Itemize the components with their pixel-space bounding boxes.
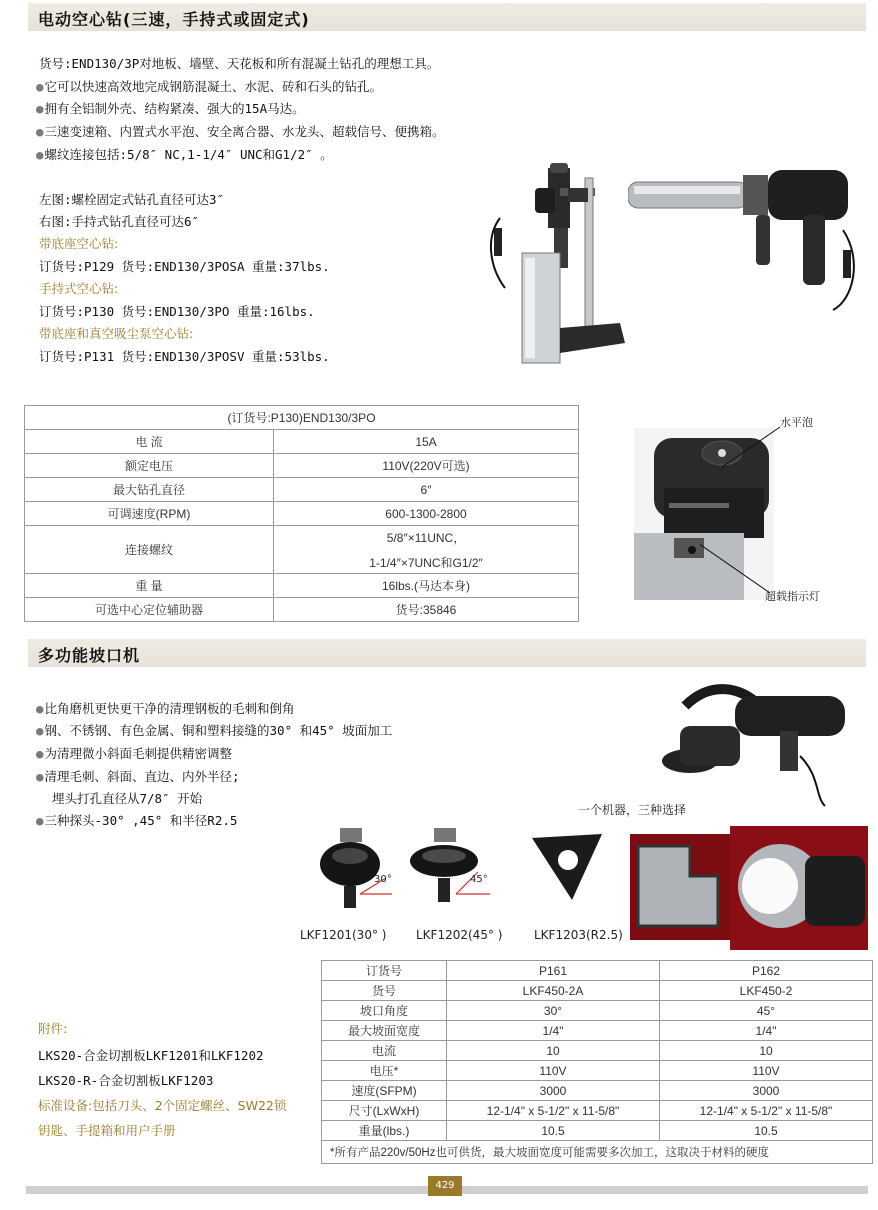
accessory-item: LKS20-合金切割板LKF1201和LKF1202 bbox=[38, 1048, 264, 1063]
feature-bullet: ● 钢、不锈钢、有色金属、铜和塑料接缝的30° 和45° 坡面加工 bbox=[36, 721, 392, 739]
table-row bbox=[322, 1001, 873, 1021]
spec-key: 可选中心定位辅助器 bbox=[25, 598, 274, 622]
head-angle-30: 30° bbox=[374, 874, 392, 885]
model-detail: 订货号:P129 货号:END130/3POSA 重量:37lbs. bbox=[39, 259, 330, 274]
spec-value bbox=[274, 526, 579, 574]
spec-value: 110V(220V可选) bbox=[274, 454, 579, 478]
spec-key: 重 量 bbox=[25, 574, 274, 598]
application-photos bbox=[630, 826, 868, 950]
spec-key: 速度(SFPM) bbox=[322, 1081, 447, 1101]
core-drill-spec-table bbox=[24, 405, 579, 622]
spec-value: 10 bbox=[447, 1041, 660, 1061]
model-detail: 订货号:P130 货号:END130/3PO 重量:16lbs. bbox=[39, 304, 315, 319]
spec-key: 重量(lbs.) bbox=[322, 1121, 447, 1141]
head-label: LKF1203(R2.5) bbox=[534, 928, 623, 942]
spec-value: 600-1300-2800 bbox=[274, 502, 579, 526]
bubble-level-label: 水平泡 bbox=[780, 416, 813, 429]
feature-bullet: ● 三速变速箱、内置式水平泡、安全离合器、水龙头、超载信号、便携箱。 bbox=[36, 122, 445, 140]
section-title: 电动空心钻(三速，手持式或固定式) bbox=[38, 10, 310, 29]
table-row bbox=[322, 1121, 873, 1141]
feature-bullet: ● 螺纹连接包括:5/8″ NC,1-1/4″ UNC和G1/2″ 。 bbox=[36, 145, 333, 163]
spec-value: 110V bbox=[447, 1061, 660, 1081]
thread-line: 5/8″×11UNC， bbox=[386, 530, 466, 545]
standard-equipment: 钥匙、手提箱和用户手册 bbox=[38, 1123, 176, 1138]
section-header-beveler bbox=[28, 639, 866, 667]
accessory-item: LKS20-R-合金切割板LKF1203 bbox=[38, 1073, 214, 1088]
spec-value: 3000 bbox=[659, 1081, 872, 1101]
photo-callout-lines bbox=[700, 415, 860, 610]
head-angle-45: 45° bbox=[470, 874, 488, 885]
section-header-core-drill bbox=[28, 3, 866, 31]
spec-key: 电流 bbox=[322, 1041, 447, 1061]
table-row bbox=[322, 1021, 873, 1041]
table-row bbox=[322, 1061, 873, 1081]
spec-value: 6″ bbox=[274, 478, 579, 502]
head-label: LKF1201(30° ) bbox=[300, 928, 387, 942]
left-pic-note: 左图:螺栓固定式钻孔直径可达3″ bbox=[39, 192, 225, 207]
thread-line: 1-1/4″×7UNC和G1/2″ bbox=[369, 555, 483, 570]
feature-bullet: ● 清理毛刺、斜面、直边、内外半径; bbox=[36, 767, 240, 785]
head-label: LKF1202(45° ) bbox=[416, 928, 503, 942]
feature-bullet: ● 三种探头-30° ,45° 和半径R2.5 bbox=[36, 811, 237, 829]
spec-value: 15A bbox=[274, 430, 579, 454]
page-number: 429 bbox=[428, 1176, 462, 1196]
spec-key: 电 流 bbox=[25, 430, 274, 454]
feature-bullet: ● 比角磨机更快更干净的清理钢板的毛刺和倒角 bbox=[36, 699, 295, 717]
handheld-drill-photo bbox=[628, 160, 868, 320]
model-detail: 订货号:P131 货号:END130/3POSV 重量:53lbs. bbox=[39, 349, 330, 364]
spec-value: 1/4" bbox=[447, 1021, 660, 1041]
spec-value: LKF450-2A bbox=[447, 981, 660, 1001]
spec-value: 110V bbox=[659, 1061, 872, 1081]
spec-value: 货号:35846 bbox=[274, 598, 579, 622]
feature-bullet-cont: 埋头打孔直径从7/8″ 开始 bbox=[52, 791, 203, 806]
standard-equipment: 标准设备:包括刀头、2个固定螺丝、SW22锁 bbox=[38, 1098, 287, 1113]
spec-key: 连接螺纹 bbox=[25, 526, 274, 574]
spec-value: 10 bbox=[659, 1041, 872, 1061]
feature-bullet: ● 为清理微小斜面毛刺提供精密调整 bbox=[36, 744, 232, 762]
spec-key: 尺寸(LxWxH) bbox=[322, 1101, 447, 1121]
spec-value: LKF450-2 bbox=[659, 981, 872, 1001]
model-heading: 带底座和真空吸尘泵空心钻: bbox=[39, 326, 194, 341]
spec-value: 1/4" bbox=[659, 1021, 872, 1041]
right-pic-note: 右图:手持式钻孔直径可达6″ bbox=[39, 214, 200, 229]
spec-key: 额定电压 bbox=[25, 454, 274, 478]
spec-table-title: (订货号:P130)END130/3PO bbox=[25, 406, 579, 430]
spec-value: P161 bbox=[447, 961, 660, 981]
spec-value: 10.5 bbox=[447, 1121, 660, 1141]
spec-value: 12-1/4" x 5-1/2" x 11-5/8" bbox=[659, 1101, 872, 1121]
spec-value: 16lbs.(马达本身) bbox=[274, 574, 579, 598]
table-row bbox=[322, 961, 873, 981]
spec-key: 可调速度(RPM) bbox=[25, 502, 274, 526]
intro-line: 货号:END130/3P对地板、墙壁、天花板和所有混凝土钻孔的理想工具。 bbox=[39, 56, 440, 71]
spec-key: 坡口角度 bbox=[322, 1001, 447, 1021]
accessories-heading: 附件: bbox=[38, 1021, 68, 1036]
feature-bullet: ● 拥有全铝制外壳、结构紧凑、强大的15A马达。 bbox=[36, 99, 305, 117]
spec-key: 货号 bbox=[322, 981, 447, 1001]
spec-value: 3000 bbox=[447, 1081, 660, 1101]
overload-indicator-label: 超载指示灯 bbox=[765, 590, 820, 603]
section-title: 多功能坡口机 bbox=[38, 646, 141, 665]
table-row bbox=[322, 981, 873, 1001]
table-row bbox=[322, 1101, 873, 1121]
spec-key: 电压* bbox=[322, 1061, 447, 1081]
spec-key: 订货号 bbox=[322, 961, 447, 981]
head-r25-photo bbox=[522, 830, 612, 910]
spec-key: 最大坡面宽度 bbox=[322, 1021, 447, 1041]
spec-value: P162 bbox=[659, 961, 872, 981]
model-heading: 手持式空心钻: bbox=[39, 281, 119, 296]
spec-value: 30° bbox=[447, 1001, 660, 1021]
model-heading: 带底座空心钻: bbox=[39, 236, 119, 251]
spec-key: 最大钻孔直径 bbox=[25, 478, 274, 502]
feature-bullet: ● 它可以快速高效地完成钢筋混凝土、水泥、砖和石头的钻孔。 bbox=[36, 77, 382, 95]
spec-value: 10.5 bbox=[659, 1121, 872, 1141]
spec-value: 12-1/4" x 5-1/2" x 11-5/8" bbox=[447, 1101, 660, 1121]
table-note: *所有产品220v/50Hz也可供货，最大坡面宽度可能需要多次加工，这取决于材料的硬度 bbox=[322, 1141, 873, 1164]
spec-value: 45° bbox=[659, 1001, 872, 1021]
head-30-photo bbox=[312, 826, 392, 918]
head-45-photo bbox=[404, 826, 490, 918]
table-row bbox=[322, 1081, 873, 1101]
machine-caption: 一个机器，三种选择 bbox=[578, 803, 687, 817]
beveling-machine-photo bbox=[650, 676, 860, 811]
beveler-spec-table bbox=[321, 960, 873, 1164]
drill-stand-photo bbox=[480, 158, 630, 368]
table-row bbox=[322, 1041, 873, 1061]
